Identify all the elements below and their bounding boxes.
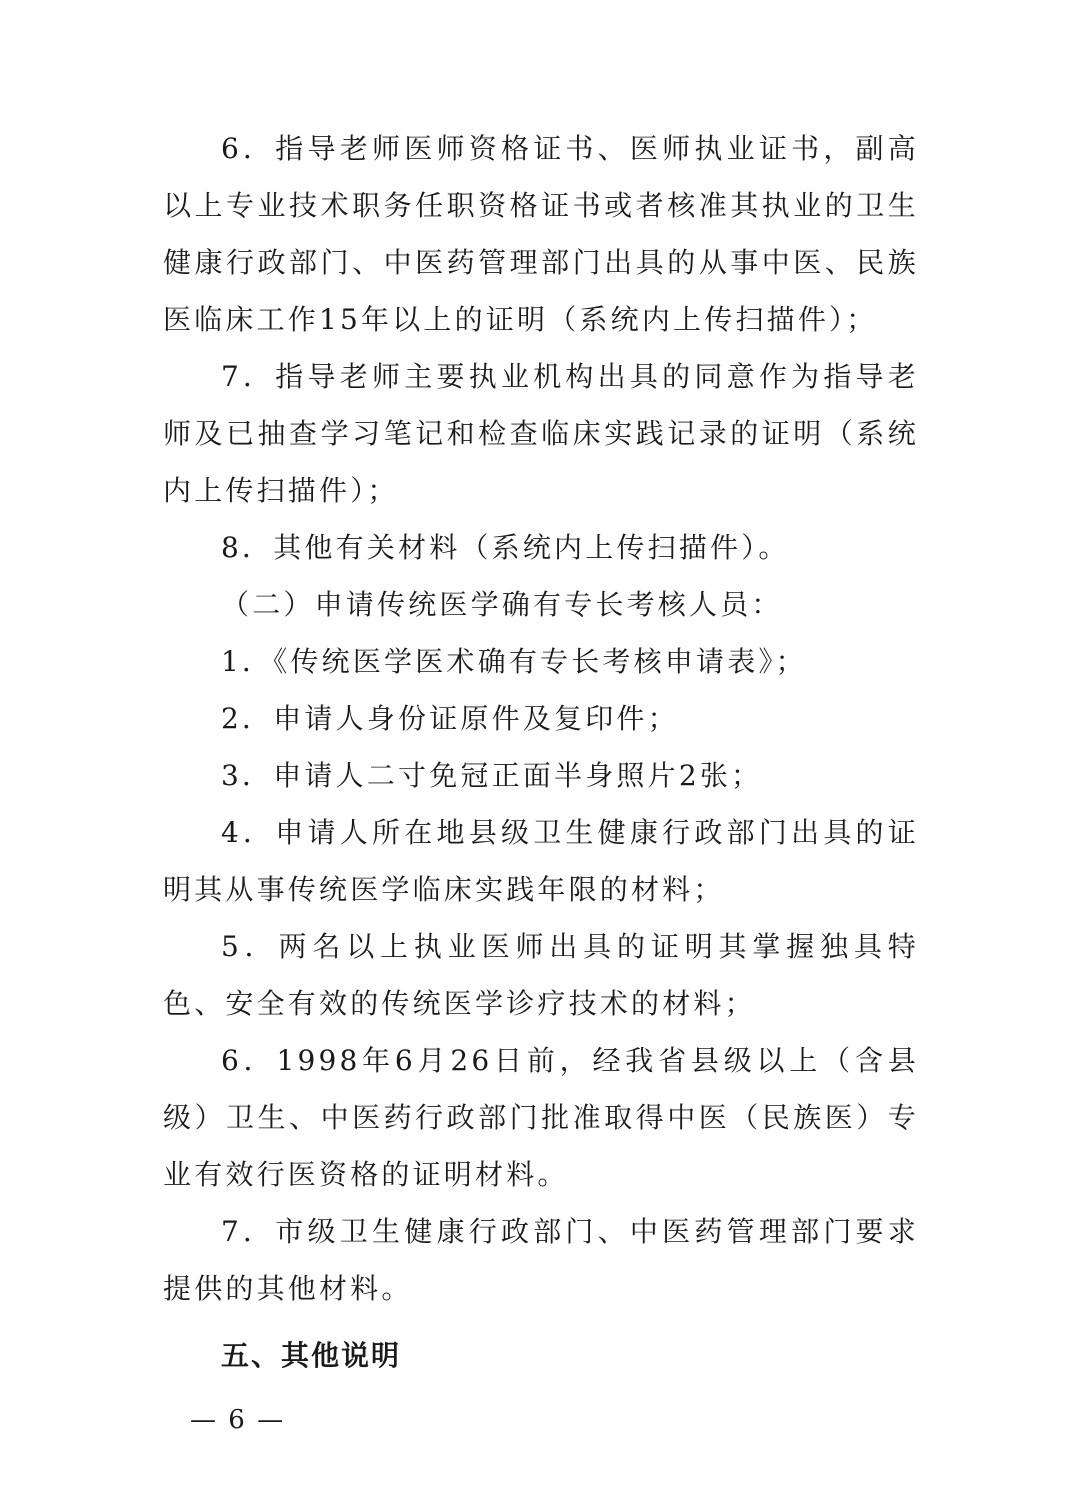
subsection-heading: （二）申请传统医学确有专长考核人员： (221, 588, 783, 621)
item-7-other-required-materials: 7．市级卫生健康行政部门、中医药管理部门要求提供的其他材料。 (163, 1215, 919, 1305)
item-1-application-form: 1．《传统医学医术确有专长考核申请表》； (221, 645, 807, 678)
section-heading: 五、其他说明 (221, 1339, 402, 1372)
item-8-other-materials: 8．其他有关材料（系统内上传扫描件）。 (221, 531, 790, 564)
document-body (163, 120, 919, 1384)
item-6-teacher-certificates: 6．指导老师医师资格证书、医师执业证书，副高以上专业技术职务任职资格证书或者核准其执业的卫生健康行政部门、中医药管理部门出具的从事中医、民族医临床工作15年以上的证明（系统内上传扫描件）； (163, 132, 919, 336)
item-3-photos: 3．申请人二寸免冠正面半身照片2张； (221, 759, 763, 792)
item-7-teacher-institution-proof: 7．指导老师主要执业机构出具的同意作为指导老师及已抽查学习笔记和检查临床实践记录的证明（系统内上传扫描件）； (163, 360, 919, 507)
item-4-practice-years-proof: 4．申请人所在地县级卫生健康行政部门出具的证明其从事传统医学临床实践年限的材料； (163, 816, 919, 906)
item-2-id-card: 2．申请人身份证原件及复印件； (221, 702, 679, 735)
page-number: — 6 — (190, 1405, 286, 1435)
item-6-historical-qualification: 6．1998年6月26日前，经我省县级以上（含县级）卫生、中医药行政部门批准取得中医（民族医）专业有效行医资格的证明材料。 (163, 1044, 919, 1191)
item-5-physician-proof: 5．两名以上执业医师出具的证明其掌握独具特色、安全有效的传统医学诊疗技术的材料； (163, 930, 919, 1020)
